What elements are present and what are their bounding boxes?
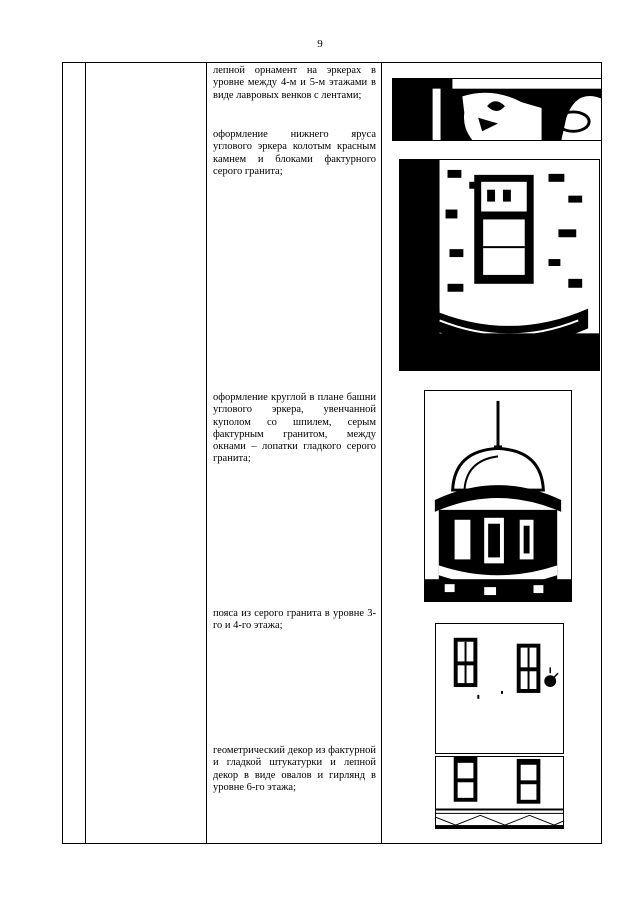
column-divider-1 [85,63,86,843]
row-text-granite-belts: пояса из серого гранита в уровне 3-го и 4-го этажа; [213,608,376,632]
tower-dome-spire-photo [424,390,572,602]
column-divider-2 [206,63,207,843]
page-number: 9 [317,38,323,50]
row-text-tower: оформление круглой в плане башни углового эркера, увенчанной куполом со шпилем, серым фактурным гранитом, между окнами – лопатки гладкого серого гранита; [213,392,376,465]
row-text-lower-tier: оформление нижнего яруса углового эркера колотым красным камнем и блоками фактурного серого гранита; [213,129,376,177]
row-text-wreath-ornament: лепной орнамент на эркерах в уровне между 4-м и 5-м этажами в виде лавровых венков с лентами; [213,65,376,101]
column-divider-3 [381,63,382,843]
laurel-wreath-ornament-photo [392,78,602,141]
bay-window-lower-tier-photo [399,159,600,371]
monument-subject-table [62,62,602,844]
stucco-decor-facade-photo [435,756,564,829]
granite-belt-facade-photo [435,623,564,754]
row-text-stucco-decor: геометрический декор из фактурной и гладкой штукатурки и лепной декор в виде овалов и гирлянд в уровне 6-го этажа; [213,745,376,793]
